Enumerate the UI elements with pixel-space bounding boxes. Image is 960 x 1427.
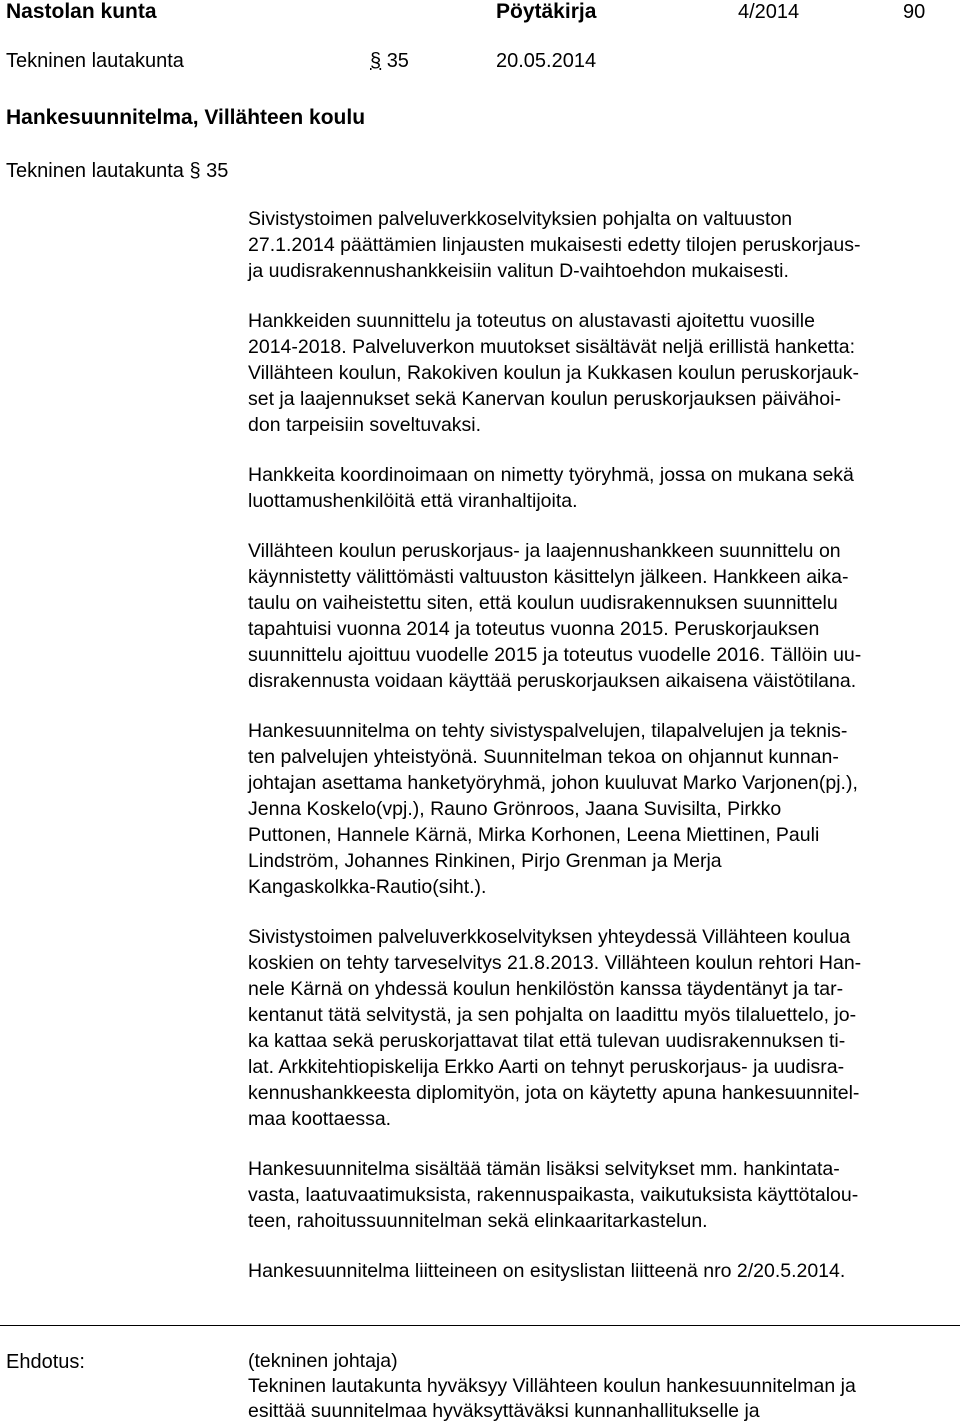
paragraph-line: 2014-2018. Palveluverkon muutokset sisältävät neljä erillistä hanketta:	[248, 336, 856, 358]
paragraph-line: Hankesuunnitelma liitteineen on esityslistan liitteenä nro 2/20.5.2014.	[248, 1260, 846, 1282]
paragraph-line: Hankesuunnitelma on tehty sivistyspalvelujen, tilapalvelujen ja teknis-	[248, 720, 848, 742]
paragraph-line: vasta, laatuvaatimuksista, rakennuspaikasta, vaikutuksista käyttötalou-	[248, 1184, 859, 1206]
meeting-date: 20.05.2014	[496, 50, 597, 72]
paragraph-line: taulu on vaiheistettu siten, että koulun uudisrakennuksen suunnittelu	[248, 592, 838, 614]
paragraph	[248, 462, 960, 514]
paragraph-line: Puttonen, Hannele Kärnä, Mirka Korhonen, Leena Miettinen, Pauli	[248, 824, 820, 846]
paragraph-line: lat. Arkkitehtiopiskelija Erkko Aarti on tehnyt peruskorjaus- ja uudisra-	[248, 1056, 845, 1078]
proposal-presenter: (tekninen johtaja)	[248, 1350, 398, 1372]
paragraph	[248, 924, 960, 1132]
paragraph-line: Hankkeiden suunnittelu ja toteutus on alustavasti ajoitettu vuosille	[248, 310, 815, 332]
paragraph-line: don tarpeisiin soveltuvaksi.	[248, 414, 482, 436]
paragraph-line: Lindström, Johannes Rinkinen, Pirjo Grenman ja Merja	[248, 850, 722, 872]
paragraph	[248, 1156, 960, 1234]
item-reference: Tekninen lautakunta § 35	[6, 160, 229, 182]
paragraph	[248, 538, 960, 694]
paragraph-line: käynnistetty välittömästi valtuuston käsittelyn jälkeen. Hankkeen aika-	[248, 566, 849, 588]
paragraph-line: kentanut tätä selvitystä, ja sen pohjalta on laadittu myös tilaluettelo, jo-	[248, 1004, 857, 1026]
paragraph-line: teen, rahoitussuunnitelman sekä elinkaaritarkastelun.	[248, 1210, 708, 1232]
paragraph-line: suunnittelu ajoittuu vuodelle 2015 ja toteutus vuodelle 2016. Tällöin uu-	[248, 644, 862, 666]
proposal-line: Tekninen lautakunta hyväksyy Villähteen koulun hankesuunnitelman ja	[248, 1375, 856, 1397]
page-number: 90	[903, 1, 926, 23]
proposal-text	[248, 1349, 960, 1424]
paragraph-line: ja uudisrakennushankkeisiin valitun D-vaihtoehdon mukaisesti.	[248, 260, 789, 282]
paragraph-line: koskien on tehty tarveselvitys 21.8.2013. Villähteen koulun rehtori Han-	[248, 952, 862, 974]
paragraph-line: Sivistystoimen palveluverkkoselvityksen yhteydessä Villähteen koulua	[248, 926, 851, 948]
paragraph-line: Villähteen koulun peruskorjaus- ja laajennushankkeen suunnittelu on	[248, 540, 841, 562]
paragraph-line: johtajan asettama hanketyöryhmä, johon kuuluvat Marko Varjonen(pj.),	[248, 772, 858, 794]
paragraph	[248, 206, 960, 284]
paragraph-line: ten palvelujen yhteistyönä. Suunnitelman tekoa on ohjannut kunnan-	[248, 746, 839, 768]
document-header	[0, 0, 960, 90]
paragraph-line: nele Kärnä on yhdessä koulun henkilöstön kanssa täydentänyt ja tar-	[248, 978, 844, 1000]
paragraph-line: luottamushenkilöitä että viranhaltijoita.	[248, 490, 578, 512]
organization-name: Nastolan kunta	[6, 0, 157, 23]
paragraph-line: Kangaskolkka-Rautio(siht.).	[248, 876, 487, 898]
paragraph	[248, 308, 960, 438]
paragraph-line: Villähteen koulun, Rakokiven koulun ja Kukkasen koulun peruskorjauk-	[248, 362, 860, 384]
proposal-label: Ehdotus:	[6, 1351, 85, 1373]
paragraph-line: Hankkeita koordinoimaan on nimetty työryhmä, jossa on mukana sekä	[248, 464, 854, 486]
paragraph-line: maa koottaessa.	[248, 1108, 392, 1130]
document-type: Pöytäkirja	[496, 0, 597, 23]
paragraph-line: kennushankkeesta diplomityön, jota on käytetty apuna hankesuunnitel-	[248, 1082, 860, 1104]
paragraph	[248, 1258, 960, 1284]
paragraph	[248, 718, 960, 900]
paragraph-line: ka kattaa sekä peruskorjattavat tilat että tulevan uudisrakennuksen ti-	[248, 1030, 846, 1052]
proposal-line: esittää suunnitelmaa hyväksyttäväksi kunnanhallitukselle ja	[248, 1400, 760, 1422]
paragraph-line: tapahtuisi vuonna 2014 ja toteutus vuonna 2015. Peruskorjauksen	[248, 618, 820, 640]
section-number	[370, 49, 409, 73]
section-number-value: 35	[386, 50, 409, 72]
paragraph-line: Hankesuunnitelma sisältää tämän lisäksi selvitykset mm. hankintata-	[248, 1158, 840, 1180]
divider	[0, 1325, 960, 1326]
paragraph-line: set ja laajennukset sekä Kanervan koulun peruskorjauksen päivähoi-	[248, 388, 841, 410]
paragraph-line: Sivistystoimen palveluverkkoselvityksien pohjalta on valtuuston	[248, 208, 793, 230]
section-symbol: §	[370, 50, 382, 72]
paragraph-line: 27.1.2014 päättämien linjausten mukaisesti edetty tilojen peruskorjaus-	[248, 234, 861, 256]
paragraph-line: Jenna Koskelo(vpj.), Rauno Grönroos, Jaana Suvisilta, Pirkko	[248, 798, 782, 820]
committee-name: Tekninen lautakunta	[6, 50, 184, 72]
paragraph-line: disrakennusta voidaan käyttää peruskorjauksen aikaisena väistötilana.	[248, 670, 857, 692]
item-body	[248, 206, 960, 1308]
document-number: 4/2014	[738, 1, 800, 23]
item-title: Hankesuunnitelma, Villähteen koulu	[6, 106, 366, 129]
